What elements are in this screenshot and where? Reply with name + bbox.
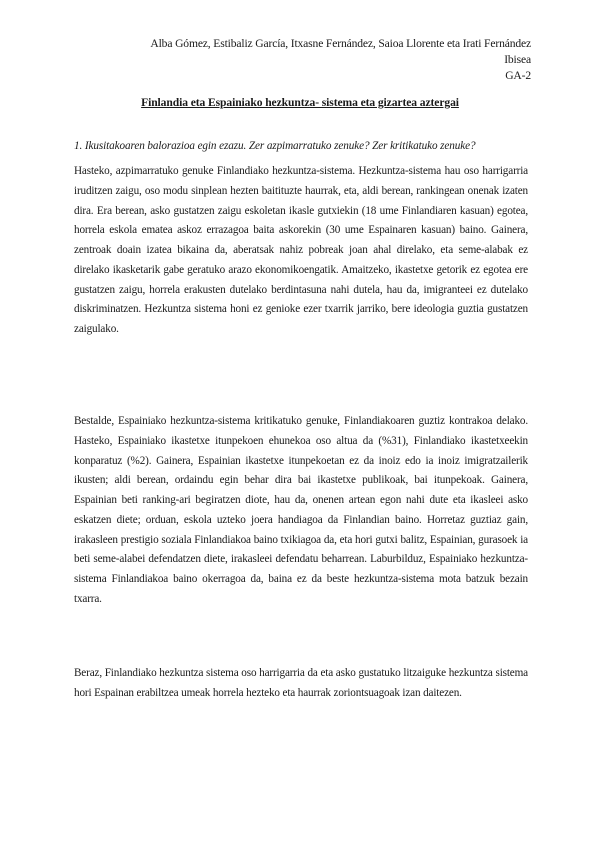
paragraph-3: Beraz, Finlandiako hezkuntza sistema oso harrigarria da eta asko gustatuko litzaiguke hezkuntza sistema hori Espainan erabiltzea umeak horrela hezteko eta haurrak zoriontsuagoak izan daitezen.	[74, 667, 528, 699]
group-line: GA-2	[505, 69, 531, 82]
paragraph-1: Hasteko, azpimarratuko genuke Finlandiako hezkuntza-sistema. Hezkuntza-sistema hau oso harrigarria iruditzen zaigu, oso modu sinplean hezten baitituzte haurrak, eta, aldi berean, rankingean onenak izaten dira. Era berean, asko gustatzen zaigu eskoletan ikasle gutxiekin (18 ume Finlandiaren kasuan) egotea, horrela eskola ematea askoz errazagoa baita askorekin (30 ume Espainaren kasuan) baino. Gainera, zentroak doain izatea bikaina da, aberatsak nahiz pobreak joan ahal direlako, eta seme-alabak ez direlako ikasketarik gabe geratuko arazo ekonomikoengatik. Amaitzeko, ikastetxe getorik ez egotea ere gustatzen zaigu, horrela erakusten dutelako berdintasuna nahi dutela, hau da, imigranteei ez dutelako diskriminatzen. Hezkuntza sistema honi ez genioke ezer txarrik jarriko, bere ideologia guztia gustatzen zaigulako.	[74, 165, 528, 335]
question-heading: 1. Ikusitakoaren balorazioa egin ezazu. Zer azpimarratuko zenuke? Zer kritikatuko zenuke?	[74, 140, 476, 152]
paragraph-2: Bestalde, Espainiako hezkuntza-sistema kritikatuko genuke, Finlandiakoaren guztiz kontrakoa delako. Hasteko, Espainiako ikastetxe itunpekoen ehunekoa oso altua da (%31), Finlandiako ikastetxeekin konparatuz (%2). Gainera, Espainian ikastetxe itunpekoetan ez da inoiz edo ia inoiz imigratzailerik ikusten; aldi berean, ordaindu egin behar dira bai ikastetxe publikoak, bai itunpekoak. Gainera, Espainian beti ranking-ari begiratzen diote, hau da, onenen artean egon nahi dute eta ikasleei asko eskatzen diete; orduan, eskola uzteko joera handiagoa da Finlandian baino. Horretaz guztiaz gain, irakasleen prestigio soziala Finlandiakoa baino txikiagoa da, eta hori gutxi balitz, Espainian, gurasoek ia beti seme-alabei defendatzen diete, irakasleei defendatu beharrean. Laburbilduz, Espainiako hezkuntza-sistema Finlandiakoa baino okerragoa da, baina ez da beste hezkuntza-sistema mota batzuk bezain txarra.	[74, 415, 528, 605]
authors-line: Alba Gómez, Estibaliz García, Itxasne Fernández, Saioa Llorente eta Irati Fernández	[150, 37, 531, 50]
document-title: Finlandia eta Espainiako hezkuntza- sistema eta gizartea aztergai	[141, 96, 459, 109]
location-line: Ibisea	[504, 53, 531, 66]
author-header	[150, 36, 531, 84]
